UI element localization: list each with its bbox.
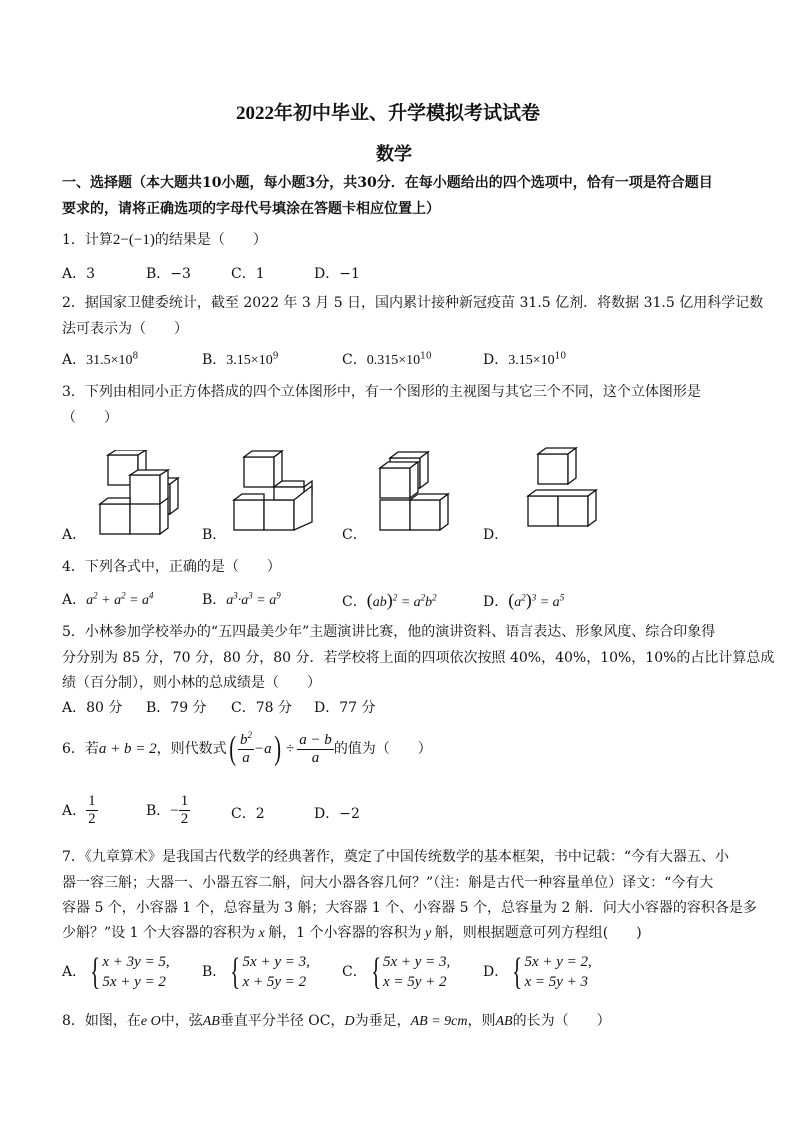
q3-option-c[interactable]: C． (342, 527, 367, 543)
figure-c-cubes (376, 450, 456, 535)
question-3-line2: （ ） (62, 410, 118, 426)
q6-option-d[interactable]: D．−2 (314, 806, 360, 822)
question-7-line2: 器一容三斛；大器一、小器五容二斛，问大小器各容几何？”（注：斛是古代一种容量单位）译文：“今有大 (62, 875, 714, 891)
q4-option-c[interactable]: C．$(ab)^2 = a^2b^2$ (342, 590, 437, 610)
q2-option-a[interactable]: A．$31.5\times 10^8$ (62, 351, 139, 368)
q1-prefix: 1．计算 (62, 232, 113, 248)
q1-expression: 2−(−1) (112, 232, 155, 248)
question-7-line3: 容器 5 个，小容器 1 个，总容量为 3 斛；大容器 1 个、小容器 5 个，总容量为 2 斛．问大小容器的容积各是多 (62, 900, 757, 916)
q1-option-a[interactable]: A．3 (62, 266, 96, 282)
question-2-line1: 2．据国家卫健委统计，截至 2022 年 3 月 5 日，国内累计接种新冠疫苗 31.5 亿剂．将数据 31.5 亿用科学记数 (62, 295, 764, 311)
question-2-line2: 法可表示为（ ） (62, 321, 188, 337)
q6-option-a[interactable]: A． $\frac{1}{2}$ (62, 793, 96, 827)
q7-option-a[interactable]: A． { x + 3y = 5, 5x + y = 2 (62, 951, 170, 993)
q1-option-d[interactable]: D．−1 (314, 266, 360, 282)
q4-option-d[interactable]: D．$(a^2)^3 = a^5$ (483, 590, 565, 610)
question-5-line1: 5．小林参加学校举办的“五四最美少年”主题演讲比赛，他的演讲资料、语言表达、形象风度、综合印象得 (62, 624, 716, 640)
question-6: 6．若 a + b = 2 ，则代数式 ( $\frac{b^2}{a}$ −a ) ÷ $\frac{a - b}{a}$ 的值为（ ） (62, 729, 432, 767)
question-8: 8．如图，在e O中，弦AB垂直平分半径 OC，D为垂足，AB = 9cm，则AB的长为（ ） (62, 1013, 611, 1029)
q7-option-b[interactable]: B． { 5x + y = 3, x + 5y = 2 (202, 951, 310, 993)
figure-b-cubes (232, 450, 317, 535)
q6-option-b[interactable]: B． − $\frac{1}{2}$ (146, 793, 189, 827)
question-4: 4．下列各式中，正确的是（ ） (62, 559, 281, 575)
section-heading-line2: 要求的，请将正确选项的字母代号填涂在答题卡相应位置上） (62, 201, 440, 217)
subject-title: 数学 (376, 144, 412, 164)
section-heading-line1: 一、选择题（本大题共10小题，每小题3分，共30分．在每小题给出的四个选项中，恰有一项是符合题目 (62, 175, 713, 191)
q2-option-c[interactable]: C．$0.315\times 10^{10}$ (342, 351, 432, 368)
q1-option-c[interactable]: C．1 (231, 266, 265, 282)
question-5-line2: 分分别为 85 分，70 分，80 分，80 分．若学校将上面的四项依次按照 40%，40%，10%，10%的占比计算总成 (62, 650, 775, 666)
q2-option-d[interactable]: D．$3.15\times 10^{10}$ (483, 351, 567, 368)
question-7-line4: 少斛？”设 1 个大容器的容积为 x 斛，1 个小容器的容积为 y 斛，则根据题意可列方程组( ) (62, 925, 642, 941)
question-7-line1: 7．《九章算术》是我国古代数学的经典著作，奠定了中国传统数学的基本框架，书中记载：“今有大器五、小 (62, 849, 730, 865)
q7-option-d[interactable]: D． { 5x + y = 2, x = 5y + 3 (483, 951, 592, 993)
q3-option-d[interactable]: D． (483, 527, 509, 543)
figure-d-cubes (524, 444, 604, 534)
question-5-line3: 绩（百分制），则小林的总成绩是（ ） (62, 675, 321, 691)
q4-option-b[interactable]: B．$a^3\cdot a^3 = a^9$ (202, 590, 281, 608)
question-1 (62, 229, 267, 251)
q3-option-a[interactable]: A． (62, 527, 87, 543)
q5-option-a[interactable]: A．80 分 (62, 700, 123, 716)
q7-option-c[interactable]: C． { 5x + y = 3, x = 5y + 2 (342, 951, 451, 993)
q2-option-b[interactable]: B．$3.15\times 10^9$ (202, 351, 279, 368)
q3-option-b[interactable]: B． (202, 527, 227, 543)
q5-option-b[interactable]: B．79 分 (146, 700, 207, 716)
q1-suffix: 的结果是（ ） (154, 232, 267, 248)
q5-option-c[interactable]: C．78 分 (231, 700, 292, 716)
q5-option-d[interactable]: D．77 分 (314, 700, 376, 716)
question-3-line1: 3．下列由相同小正方体搭成的四个立体图形中，有一个图形的主视图与其它三个不同，这个立体图形是 (62, 384, 701, 400)
q1-option-b[interactable]: B．−3 (146, 266, 191, 282)
q4-option-a[interactable]: A．$a^2 + a^2 = a^4$ (62, 590, 154, 608)
q6-option-c[interactable]: C．2 (231, 806, 265, 822)
figure-a-cubes (96, 450, 186, 535)
exam-title: 2022年初中毕业、升学模拟考试试卷 (236, 103, 541, 124)
